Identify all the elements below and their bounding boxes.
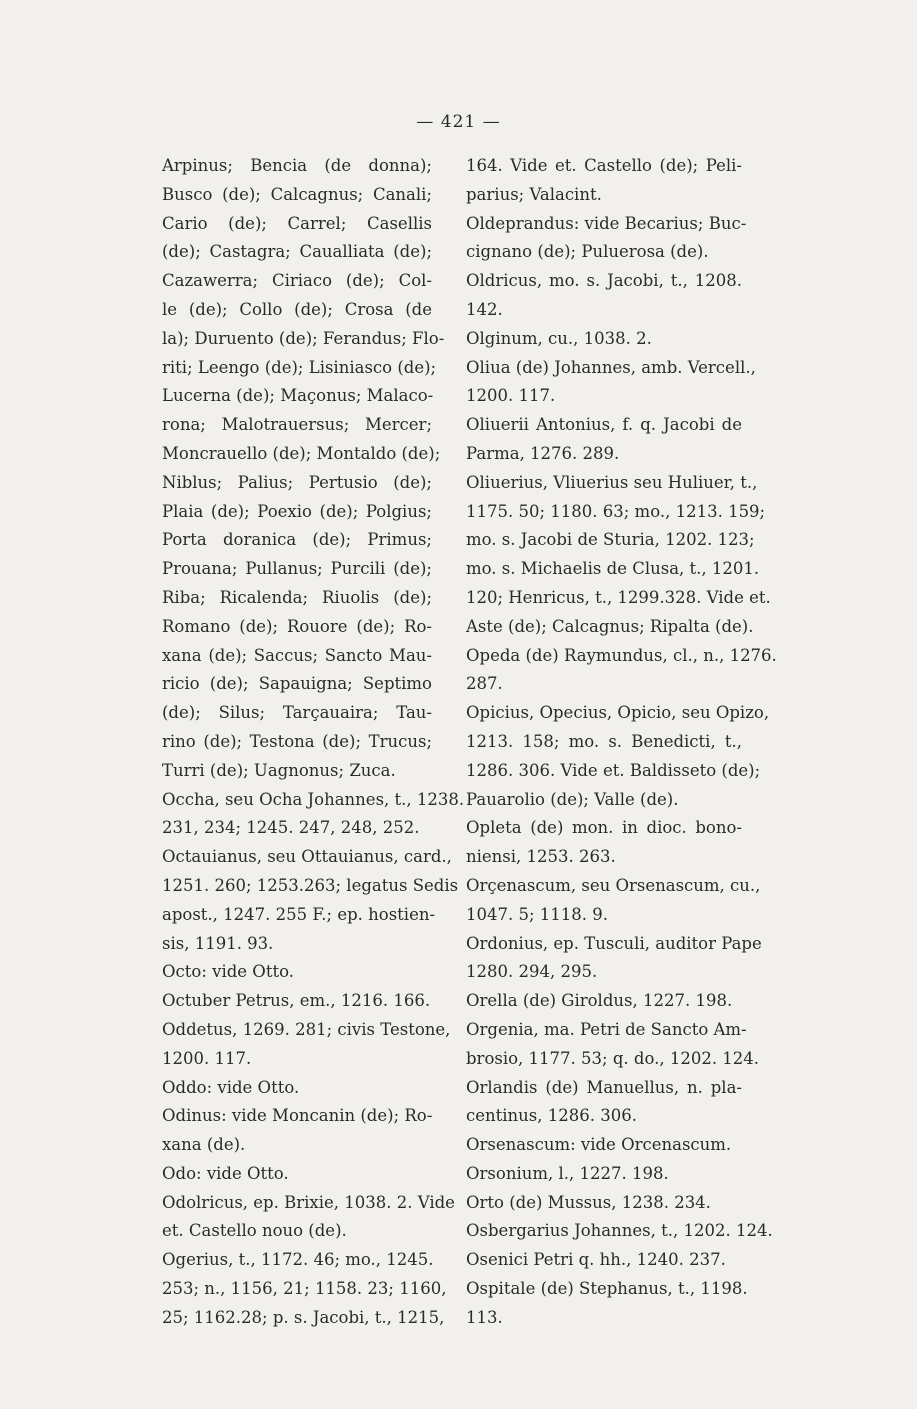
index-line: Orsenascum: vide Orcenascum.: [466, 1135, 732, 1155]
index-line: Niblus; Palius; Pertusio (de);: [162, 472, 432, 492]
index-line: 25; 1162.28; p. s. Jacobi, t., 1215,: [162, 1307, 445, 1327]
index-line: et. Castello nouo (de).: [162, 1221, 347, 1241]
index-line: Moncrauello (de); Montaldo (de);: [162, 443, 441, 463]
index-line: Octauianus, seu Ottauianus, card.,: [162, 847, 452, 867]
index-line: 1047. 5; 1118. 9.: [466, 904, 609, 924]
index-line: Turri (de); Uagnonus; Zuca.: [162, 760, 396, 780]
index-line: Ospitale (de) Stephanus, t., 1198.: [466, 1279, 748, 1299]
page-number: — 421 —: [416, 112, 501, 132]
index-line: 1213. 158; mo. s. Benedicti, t.,: [466, 731, 742, 751]
index-line: Odolricus, ep. Brixie, 1038. 2. Vide: [162, 1192, 455, 1212]
index-line: Oddetus, 1269. 281; civis Testone,: [162, 1019, 451, 1039]
index-line: Orçenascum, seu Orsenascum, cu.,: [466, 875, 761, 895]
index-line: Orto (de) Mussus, 1238. 234.: [466, 1192, 711, 1212]
index-line: 1280. 294, 295.: [466, 962, 598, 982]
index-line: Olginum, cu., 1038. 2.: [466, 328, 652, 348]
index-line: Odinus: vide Moncanin (de); Ro-: [162, 1106, 433, 1126]
index-line: Romano (de); Rouore (de); Ro-: [162, 616, 432, 636]
index-line: 113.: [466, 1307, 503, 1327]
index-line: Oliuerius, Vliuerius seu Huliuer, t.,: [466, 472, 758, 492]
index-line: Busco (de); Calcagnus; Canali;: [162, 184, 432, 204]
index-line: Oldeprandus: vide Becarius; Buc-: [466, 213, 747, 233]
index-line: mo. s. Jacobi de Sturia, 1202. 123;: [466, 530, 755, 550]
index-line: le (de); Collo (de); Crosa (de: [162, 299, 432, 319]
index-line: Pauarolio (de); Valle (de).: [466, 789, 679, 809]
index-line: Lucerna (de); Maçonus; Malaco-: [162, 386, 434, 406]
index-line: la); Duruento (de); Ferandus; Flo-: [162, 328, 445, 348]
index-line: 1175. 50; 1180. 63; mo., 1213. 159;: [466, 501, 766, 521]
index-line: parius; Valacint.: [466, 184, 602, 204]
index-line: Oliua (de) Johannes, amb. Vercell.,: [466, 357, 756, 377]
index-line: Octo: vide Otto.: [162, 962, 294, 982]
index-line: Orella (de) Giroldus, 1227. 198.: [466, 991, 733, 1011]
index-line: 1251. 260; 1253.263; legatus Sedis: [162, 875, 459, 895]
index-line: Occha, seu Ocha Johannes, t., 1238.: [162, 789, 465, 809]
index-line: Parma, 1276. 289.: [466, 443, 620, 463]
index-line: Aste (de); Calcagnus; Ripalta (de).: [466, 616, 754, 636]
index-line: rino (de); Testona (de); Trucus;: [162, 731, 432, 751]
index-line: 231, 234; 1245. 247, 248, 252.: [162, 818, 420, 838]
index-line: Arpinus; Bencia (de donna);: [162, 156, 432, 175]
left-column: [162, 152, 465, 1333]
index-line: Oldricus, mo. s. Jacobi, t., 1208.: [466, 271, 742, 291]
index-line: (de); Silus; Tarçauaira; Tau-: [162, 703, 432, 723]
index-line: Opicius, Opecius, Opicio, seu Opizo,: [466, 703, 770, 723]
index-line: sis, 1191. 93.: [162, 933, 274, 953]
index-line: Osenici Petri q. hh., 1240. 237.: [466, 1250, 726, 1270]
index-line: mo. s. Michaelis de Clusa, t., 1201.: [466, 559, 760, 579]
index-line: apost., 1247. 255 F.; ep. hostien-: [162, 904, 436, 924]
index-line: Plaia (de); Poexio (de); Polgius;: [162, 501, 432, 521]
index-line: Cario (de); Carrel; Casellis: [162, 213, 432, 233]
index-line: Cazawerra; Ciriaco (de); Col-: [162, 271, 432, 291]
index-line: 164. Vide et. Castello (de); Peli-: [466, 156, 742, 175]
index-line: 142.: [466, 299, 503, 319]
index-line: Orgenia, ma. Petri de Sancto Am-: [466, 1019, 747, 1039]
index-line: Ordonius, ep. Tusculi, auditor Pape: [466, 933, 762, 953]
index-line: Odo: vide Otto.: [162, 1163, 289, 1183]
index-line: Osbergarius Johannes, t., 1202. 124.: [466, 1221, 773, 1241]
index-line: ricio (de); Sapauigna; Septimo: [162, 674, 432, 694]
index-line: Oliuerii Antonius, f. q. Jacobi de: [466, 415, 742, 435]
index-line: Orsonium, l., 1227. 198.: [466, 1163, 669, 1183]
index-line: 120; Henricus, t., 1299.328. Vide et.: [466, 587, 771, 607]
index-line: riti; Leengo (de); Lisiniasco (de);: [162, 357, 437, 377]
index-line: Ogerius, t., 1172. 46; mo., 1245.: [162, 1250, 434, 1270]
index-line: 253; n., 1156, 21; 1158. 23; 1160,: [162, 1279, 447, 1299]
index-line: centinus, 1286. 306.: [466, 1106, 637, 1126]
right-column: [466, 152, 777, 1333]
index-line: niensi, 1253. 263.: [466, 847, 616, 867]
index-line: xana (de); Saccus; Sancto Mau-: [162, 645, 432, 665]
index-line: Orlandis (de) Manuellus, n. pla-: [466, 1077, 742, 1097]
index-line: Prouana; Pullanus; Purcili (de);: [162, 559, 432, 579]
index-line: brosio, 1177. 53; q. do., 1202. 124.: [466, 1048, 760, 1068]
index-line: rona; Malotrauersus; Mercer;: [162, 415, 432, 435]
index-line: xana (de).: [162, 1135, 246, 1155]
index-line: 1200. 117.: [466, 386, 556, 406]
index-line: Opeda (de) Raymundus, cl., n., 1276.: [466, 645, 777, 665]
index-line: (de); Castagra; Caualliata (de);: [162, 242, 432, 262]
index-line: 1200. 117.: [162, 1048, 252, 1068]
index-line: Opleta (de) mon. in dioc. bono-: [466, 818, 742, 838]
index-line: Octuber Petrus, em., 1216. 166.: [162, 991, 431, 1011]
index-line: 1286. 306. Vide et. Baldisseto (de);: [466, 760, 761, 780]
index-line: Oddo: vide Otto.: [162, 1077, 300, 1097]
index-line: cignano (de); Puluerosa (de).: [466, 242, 709, 262]
index-line: Riba; Ricalenda; Riuolis (de);: [162, 587, 432, 607]
index-line: Porta doranica (de); Primus;: [162, 530, 432, 550]
index-line: 287.: [466, 674, 503, 694]
